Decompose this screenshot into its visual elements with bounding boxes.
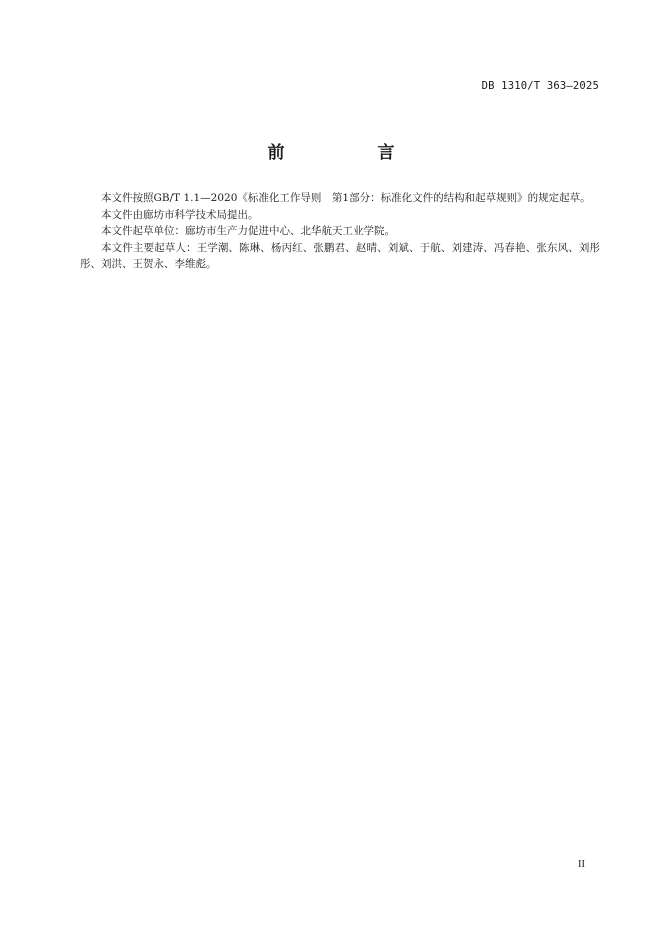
document-code: DB 1310/T 363—2025 <box>481 80 599 92</box>
foreword-body <box>80 190 600 273</box>
page-number: II <box>578 859 585 870</box>
paragraph-drafting-units: 本文件起草单位：廊坊市生产力促进中心、北华航天工业学院。 <box>101 225 395 237</box>
paragraph-drafters: 本文件主要起草人：王学潮、陈琳、杨丙红、张鹏君、赵晴、刘斌、于航、刘建涛、冯春艳、张东风、刘彤彤、刘洪、王贺永、李维彪。 <box>80 241 600 270</box>
page-title: 前 言 <box>267 143 433 163</box>
paragraph-drafting-basis: 本文件按照GB/T 1.1—2020《标准化工作导则 第1部分：标准化文件的结构和起草规则》的规定起草。 <box>101 192 591 204</box>
paragraph-proposer: 本文件由廊坊市科学技术局提出。 <box>101 208 259 221</box>
